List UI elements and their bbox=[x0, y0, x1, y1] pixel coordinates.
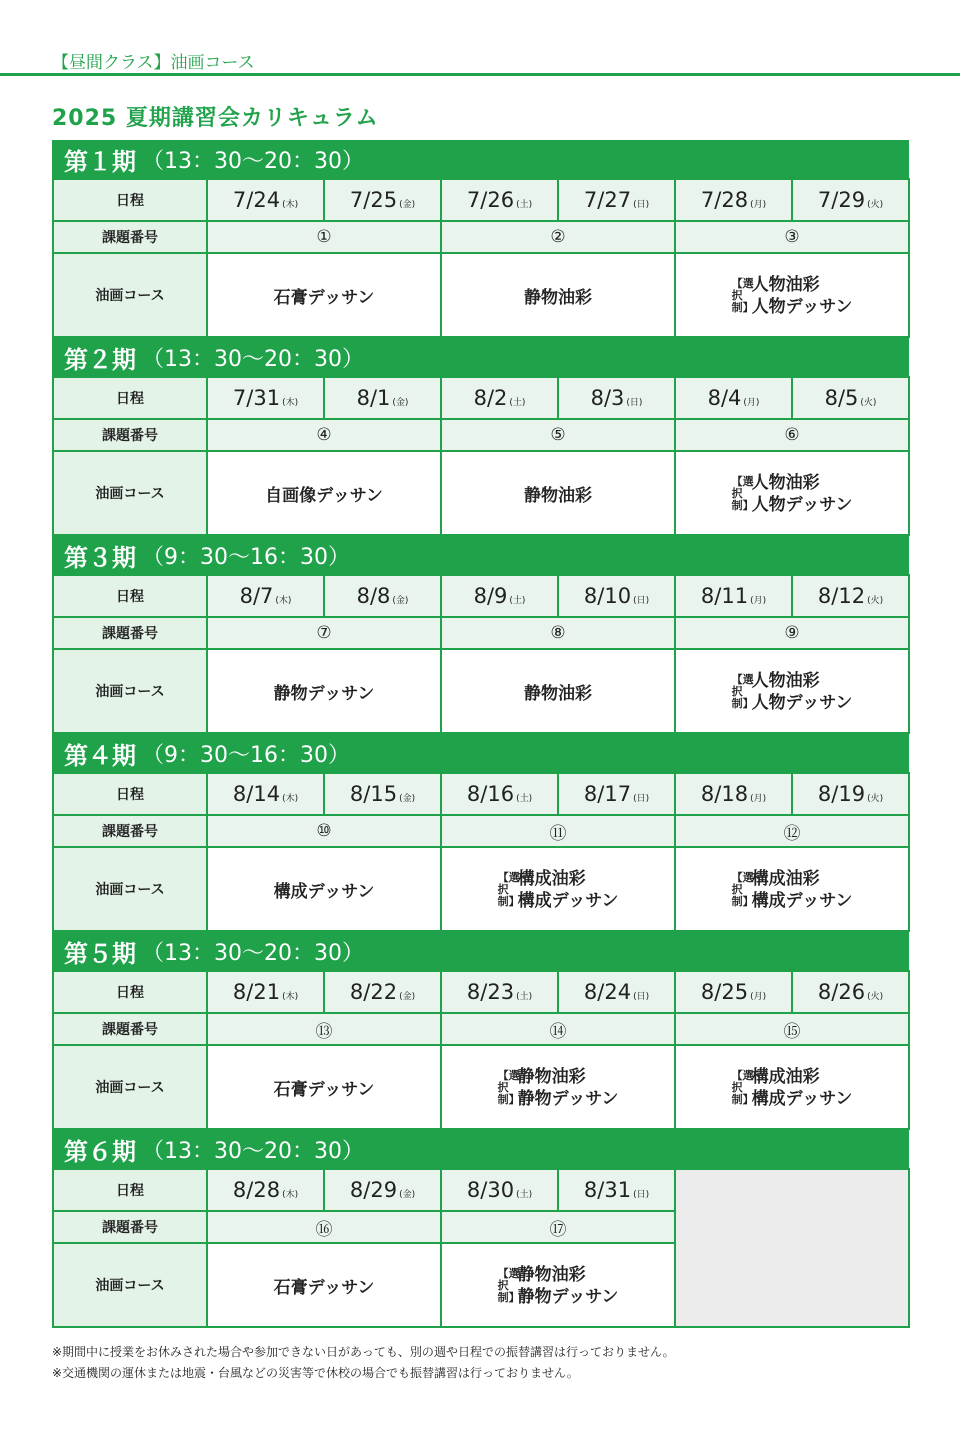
course-name: 構成デッサン bbox=[751, 891, 853, 911]
period-time: （13：30〜20：30） bbox=[142, 940, 364, 966]
course-name: 自画像デッサン bbox=[265, 485, 383, 506]
date-cell bbox=[441, 971, 558, 1013]
course-name: 構成油彩 bbox=[517, 869, 586, 889]
row-label-dates: 日程 bbox=[53, 377, 207, 419]
row-label-dates: 日程 bbox=[53, 1169, 207, 1211]
elective-tag: 【選択制】 bbox=[731, 871, 754, 908]
course-cell bbox=[675, 847, 909, 931]
elective-group bbox=[498, 1066, 619, 1110]
date-cell bbox=[675, 575, 792, 617]
course-name: 静物油彩 bbox=[517, 1265, 586, 1285]
course-name: 構成デッサン bbox=[273, 881, 375, 902]
row-label-course: 油画コース bbox=[53, 1045, 207, 1129]
elective-group bbox=[732, 1066, 853, 1110]
weekday-label: (火) bbox=[867, 992, 884, 1002]
date-cell bbox=[792, 773, 909, 815]
course-name: 人物デッサン bbox=[751, 693, 853, 713]
weekday-label: (土) bbox=[509, 596, 526, 606]
weekday-label: (金) bbox=[399, 992, 416, 1002]
course-cell bbox=[441, 1045, 675, 1129]
date-cell bbox=[324, 971, 441, 1013]
assignment-number: ⑬ bbox=[207, 1013, 441, 1045]
date-value: 7/25 bbox=[349, 188, 398, 212]
date-value: 8/11 bbox=[700, 584, 749, 608]
weekday-label: (木) bbox=[282, 794, 299, 804]
course-cell bbox=[441, 253, 675, 337]
date-value: 8/25 bbox=[700, 980, 749, 1004]
course-name: 静物油彩 bbox=[524, 683, 592, 704]
assignment-number: ⑫ bbox=[675, 815, 909, 847]
row-label-dates: 日程 bbox=[53, 179, 207, 221]
period-table bbox=[52, 376, 910, 536]
course-name: 静物油彩 bbox=[524, 287, 592, 308]
date-value: 8/21 bbox=[232, 980, 281, 1004]
date-value: 8/30 bbox=[466, 1178, 515, 1202]
weekday-label: (木) bbox=[282, 1190, 299, 1200]
course-name: 人物デッサン bbox=[751, 495, 853, 515]
period-header bbox=[52, 734, 909, 772]
assignment-number: ⑮ bbox=[675, 1013, 909, 1045]
course-cell bbox=[207, 649, 441, 733]
course-name: 静物油彩 bbox=[517, 1067, 586, 1087]
period-name: 第５期 bbox=[64, 939, 136, 968]
date-value: 8/31 bbox=[583, 1178, 632, 1202]
period-time: （9：30〜16：30） bbox=[142, 544, 350, 570]
elective-tag: 【選択制】 bbox=[497, 1267, 520, 1304]
page-header bbox=[0, 0, 960, 76]
period-header bbox=[52, 140, 909, 178]
date-cell bbox=[441, 377, 558, 419]
course-cell bbox=[675, 649, 909, 733]
weekday-label: (月) bbox=[750, 992, 767, 1002]
row-label-numbers: 課題番号 bbox=[53, 617, 207, 649]
elective-group bbox=[732, 274, 853, 318]
elective-group bbox=[732, 472, 853, 516]
date-value: 8/2 bbox=[473, 386, 508, 410]
weekday-label: (土) bbox=[516, 992, 533, 1002]
date-cell bbox=[558, 773, 675, 815]
date-cell bbox=[558, 377, 675, 419]
course-options bbox=[518, 1264, 619, 1308]
weekday-label: (金) bbox=[399, 200, 416, 210]
course-cell bbox=[675, 451, 909, 535]
date-cell bbox=[792, 377, 909, 419]
course-name: 構成デッサン bbox=[517, 891, 619, 911]
date-value: 8/9 bbox=[473, 584, 508, 608]
period-time: （13：30〜20：30） bbox=[142, 1138, 364, 1164]
date-value: 8/7 bbox=[239, 584, 274, 608]
date-cell bbox=[441, 179, 558, 221]
date-value: 8/18 bbox=[700, 782, 749, 806]
row-label-course: 油画コース bbox=[53, 253, 207, 337]
course-name: 静物デッサン bbox=[517, 1287, 619, 1307]
date-value: 7/29 bbox=[817, 188, 866, 212]
elective-tag: 【選択制】 bbox=[497, 1069, 520, 1106]
date-cell bbox=[207, 377, 324, 419]
weekday-label: (日) bbox=[633, 596, 650, 606]
date-value: 8/24 bbox=[583, 980, 632, 1004]
weekday-label: (土) bbox=[516, 1190, 533, 1200]
date-cell bbox=[675, 179, 792, 221]
weekday-label: (木) bbox=[282, 992, 299, 1002]
date-value: 8/5 bbox=[824, 386, 859, 410]
row-label-dates: 日程 bbox=[53, 773, 207, 815]
course-cell bbox=[207, 253, 441, 337]
date-cell bbox=[324, 377, 441, 419]
course-name: 静物デッサン bbox=[273, 683, 375, 704]
date-cell bbox=[792, 179, 909, 221]
course-cell bbox=[207, 1045, 441, 1129]
date-cell bbox=[207, 1169, 324, 1211]
weekday-label: (土) bbox=[509, 398, 526, 408]
period-table bbox=[52, 1168, 910, 1328]
period-time: （13：30〜20：30） bbox=[142, 346, 364, 372]
period-name: 第３期 bbox=[64, 543, 136, 572]
assignment-number: ⑭ bbox=[441, 1013, 675, 1045]
period-time: （9：30〜16：30） bbox=[142, 742, 350, 768]
date-cell bbox=[558, 1169, 675, 1211]
date-value: 8/12 bbox=[817, 584, 866, 608]
period-section bbox=[52, 140, 909, 338]
assignment-number: ⑥ bbox=[675, 419, 909, 451]
date-value: 8/10 bbox=[583, 584, 632, 608]
date-value: 8/19 bbox=[817, 782, 866, 806]
weekday-label: (日) bbox=[633, 992, 650, 1002]
row-label-numbers: 課題番号 bbox=[53, 221, 207, 253]
period-name: 第１期 bbox=[64, 147, 136, 176]
date-cell bbox=[324, 1169, 441, 1211]
row-label-numbers: 課題番号 bbox=[53, 1211, 207, 1243]
row-label-numbers: 課題番号 bbox=[53, 1013, 207, 1045]
date-cell bbox=[207, 575, 324, 617]
course-cell bbox=[441, 649, 675, 733]
date-cell bbox=[558, 971, 675, 1013]
assignment-number: ⑨ bbox=[675, 617, 909, 649]
course-options bbox=[518, 868, 619, 912]
elective-tag: 【選択制】 bbox=[731, 673, 754, 710]
course-cell bbox=[441, 1243, 675, 1327]
assignment-number: ⑰ bbox=[441, 1211, 675, 1243]
weekday-label: (火) bbox=[860, 398, 877, 408]
period-name: 第６期 bbox=[64, 1137, 136, 1166]
course-name: 人物デッサン bbox=[751, 297, 853, 317]
weekday-label: (月) bbox=[750, 200, 767, 210]
weekday-label: (日) bbox=[633, 200, 650, 210]
course-name: 構成油彩 bbox=[751, 869, 820, 889]
row-label-numbers: 課題番号 bbox=[53, 419, 207, 451]
elective-tag: 【選択制】 bbox=[731, 1069, 754, 1106]
period-name: 第２期 bbox=[64, 345, 136, 374]
date-cell bbox=[558, 179, 675, 221]
elective-group bbox=[732, 670, 853, 714]
row-label-numbers: 課題番号 bbox=[53, 815, 207, 847]
period-section bbox=[52, 734, 909, 932]
course-cell bbox=[207, 847, 441, 931]
curriculum-schedule bbox=[52, 140, 909, 1328]
date-value: 8/26 bbox=[817, 980, 866, 1004]
period-section bbox=[52, 338, 909, 536]
elective-tag: 【選択制】 bbox=[497, 871, 520, 908]
period-header bbox=[52, 338, 909, 376]
row-label-dates: 日程 bbox=[53, 971, 207, 1013]
date-cell bbox=[207, 971, 324, 1013]
date-value: 8/28 bbox=[232, 1178, 281, 1202]
course-options bbox=[752, 1066, 853, 1110]
course-name: 人物油彩 bbox=[751, 473, 820, 493]
date-cell bbox=[324, 179, 441, 221]
course-name: 石膏デッサン bbox=[273, 1079, 375, 1100]
elective-group bbox=[498, 868, 619, 912]
row-label-course: 油画コース bbox=[53, 451, 207, 535]
row-label-course: 油画コース bbox=[53, 1243, 207, 1327]
course-name: 人物油彩 bbox=[751, 275, 820, 295]
course-name: 石膏デッサン bbox=[273, 1277, 375, 1298]
row-label-course: 油画コース bbox=[53, 649, 207, 733]
period-section bbox=[52, 1130, 909, 1328]
date-cell bbox=[675, 377, 792, 419]
weekday-label: (金) bbox=[392, 596, 409, 606]
date-value: 7/27 bbox=[583, 188, 632, 212]
page-title: 2025 夏期講習会カリキュラム bbox=[52, 106, 379, 131]
course-cell bbox=[207, 451, 441, 535]
period-name: 第４期 bbox=[64, 741, 136, 770]
course-cell bbox=[441, 451, 675, 535]
period-table bbox=[52, 574, 910, 734]
weekday-label: (火) bbox=[867, 596, 884, 606]
course-name: 人物油彩 bbox=[751, 671, 820, 691]
date-cell bbox=[207, 773, 324, 815]
course-name: 構成油彩 bbox=[751, 1067, 820, 1087]
course-options bbox=[752, 868, 853, 912]
date-value: 7/26 bbox=[466, 188, 515, 212]
weekday-label: (金) bbox=[392, 398, 409, 408]
weekday-label: (木) bbox=[275, 596, 292, 606]
weekday-label: (日) bbox=[626, 398, 643, 408]
date-value: 8/4 bbox=[707, 386, 742, 410]
course-cell bbox=[675, 253, 909, 337]
date-cell bbox=[324, 773, 441, 815]
weekday-label: (木) bbox=[282, 200, 299, 210]
period-table bbox=[52, 970, 910, 1130]
course-options bbox=[752, 670, 853, 714]
weekday-label: (火) bbox=[867, 794, 884, 804]
date-cell bbox=[441, 575, 558, 617]
date-value: 7/28 bbox=[700, 188, 749, 212]
period-table bbox=[52, 772, 910, 932]
date-value: 8/14 bbox=[232, 782, 281, 806]
date-cell bbox=[324, 575, 441, 617]
weekday-label: (金) bbox=[399, 1190, 416, 1200]
note-line: ※交通機関の運休または地震・台風などの災害等で休校の場合でも振替講習は行っておりません。 bbox=[52, 1366, 579, 1380]
weekday-label: (金) bbox=[399, 794, 416, 804]
assignment-number: ⑯ bbox=[207, 1211, 441, 1243]
period-section bbox=[52, 536, 909, 734]
weekday-label: (日) bbox=[633, 1190, 650, 1200]
date-cell bbox=[558, 575, 675, 617]
weekday-label: (土) bbox=[516, 200, 533, 210]
course-options bbox=[752, 472, 853, 516]
assignment-number: ⑪ bbox=[441, 815, 675, 847]
course-name: 構成デッサン bbox=[751, 1089, 853, 1109]
assignment-number: ④ bbox=[207, 419, 441, 451]
assignment-number: ⑦ bbox=[207, 617, 441, 649]
elective-tag: 【選択制】 bbox=[731, 277, 754, 314]
date-cell bbox=[675, 773, 792, 815]
weekday-label: (日) bbox=[633, 794, 650, 804]
course-options bbox=[752, 274, 853, 318]
course-cell bbox=[207, 1243, 441, 1327]
date-value: 7/31 bbox=[232, 386, 281, 410]
date-value: 8/1 bbox=[356, 386, 391, 410]
assignment-number: ③ bbox=[675, 221, 909, 253]
assignment-number: ⑤ bbox=[441, 419, 675, 451]
empty-cell bbox=[675, 1169, 909, 1327]
course-options bbox=[518, 1066, 619, 1110]
course-name: 静物デッサン bbox=[517, 1089, 619, 1109]
elective-tag: 【選択制】 bbox=[731, 475, 754, 512]
class-label: 【昼間クラス】油画コース bbox=[52, 53, 255, 73]
date-value: 8/8 bbox=[356, 584, 391, 608]
date-value: 8/17 bbox=[583, 782, 632, 806]
date-cell bbox=[792, 971, 909, 1013]
note-line: ※期間中に授業をお休みされた場合や参加できない日があっても、別の週や日程での振替講習は行っておりません。 bbox=[52, 1345, 675, 1359]
weekday-label: (土) bbox=[516, 794, 533, 804]
date-cell bbox=[441, 773, 558, 815]
date-value: 8/15 bbox=[349, 782, 398, 806]
assignment-number: ⑩ bbox=[207, 815, 441, 847]
date-value: 8/22 bbox=[349, 980, 398, 1004]
elective-group bbox=[498, 1264, 619, 1308]
notes bbox=[52, 1342, 675, 1384]
assignment-number: ② bbox=[441, 221, 675, 253]
date-value: 8/3 bbox=[590, 386, 625, 410]
course-cell bbox=[675, 1045, 909, 1129]
header-divider bbox=[0, 73, 960, 76]
period-time: （13：30〜20：30） bbox=[142, 148, 364, 174]
period-table bbox=[52, 178, 910, 338]
weekday-label: (火) bbox=[867, 200, 884, 210]
weekday-label: (月) bbox=[750, 794, 767, 804]
elective-group bbox=[732, 868, 853, 912]
weekday-label: (月) bbox=[750, 596, 767, 606]
date-value: 8/23 bbox=[466, 980, 515, 1004]
weekday-label: (木) bbox=[282, 398, 299, 408]
course-name: 静物油彩 bbox=[524, 485, 592, 506]
course-cell bbox=[441, 847, 675, 931]
date-value: 7/24 bbox=[232, 188, 281, 212]
date-cell bbox=[207, 179, 324, 221]
period-header bbox=[52, 932, 909, 970]
date-cell bbox=[441, 1169, 558, 1211]
date-cell bbox=[675, 971, 792, 1013]
course-name: 石膏デッサン bbox=[273, 287, 375, 308]
period-header bbox=[52, 1130, 909, 1168]
date-cell bbox=[792, 575, 909, 617]
assignment-number: ① bbox=[207, 221, 441, 253]
weekday-label: (月) bbox=[743, 398, 760, 408]
date-value: 8/16 bbox=[466, 782, 515, 806]
row-label-course: 油画コース bbox=[53, 847, 207, 931]
row-label-dates: 日程 bbox=[53, 575, 207, 617]
period-section bbox=[52, 932, 909, 1130]
assignment-number: ⑧ bbox=[441, 617, 675, 649]
period-header bbox=[52, 536, 909, 574]
date-value: 8/29 bbox=[349, 1178, 398, 1202]
